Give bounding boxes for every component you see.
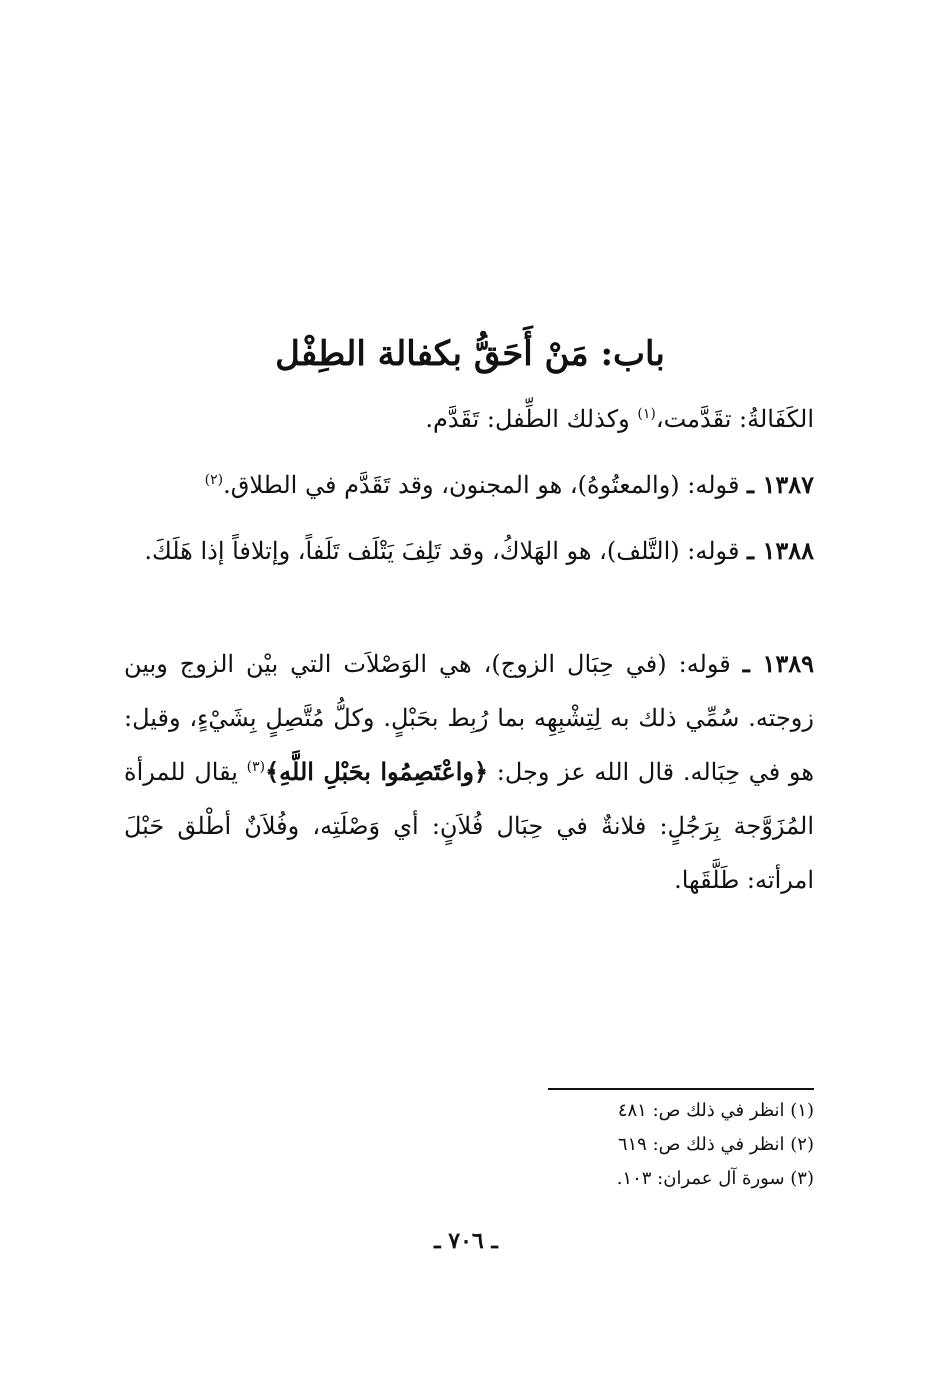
paragraph-text: قوله: (والمعتُوهُ)، هو المجنون، وقد تَقَدَّم في الطلاق. xyxy=(223,471,748,499)
paragraph-text-after: يقال للمرأة المُزَوَّجة بِرَجُلٍ: فلانةٌ في حِبَال فُلاَنٍ: أي وَصْلَتِه، وفُلاَنٌ أطْلق حَبْلَ امرأته: طَلَّقَها. xyxy=(124,758,814,894)
footnote-2: (٢) انظر في ذلك ص: ٦١٩ xyxy=(617,1134,814,1155)
paragraph-text: قوله: (في حِبَال الزوج)، هي الوَصْلاَت التي بيْن الزوج وبين زوجته. سُمِّي ذلك به لِتِشْبِهِه بما رُبِط بحَبْلٍ. وكلُّ مُتَّصِلٍ بِشَيْءٍ، وقيل: هو في حِبَاله. قال الله عز وجل: xyxy=(124,650,814,786)
footnote-ref: (٢) xyxy=(204,472,224,488)
paragraph-1388 xyxy=(124,524,814,578)
footnote-divider xyxy=(548,1088,814,1090)
intro-paragraph xyxy=(124,392,814,446)
paragraph-text-after: وكذلك الطِّفل: تَقَدَّم. xyxy=(425,405,638,433)
paragraph-number: ١٣٨٧ ـ xyxy=(747,470,814,499)
footnote-ref: (١) xyxy=(637,406,656,422)
quran-quote: ﴿واعْتَصِمُوا بحَبْلِ اللَّهِ﴾ xyxy=(265,757,489,786)
paragraph-number: ١٣٨٨ ـ xyxy=(747,536,814,565)
footnote-1: (١) انظر في ذلك ص: ٤٨١ xyxy=(617,1100,814,1121)
paragraph-1387 xyxy=(124,458,814,512)
page-number: ـ ٧٠٦ ـ xyxy=(434,1228,498,1254)
paragraph-1389 xyxy=(124,637,814,907)
paragraph-text: الكَفَالةُ: تقَدَّمت، xyxy=(655,405,814,433)
paragraph-number: ١٣٨٩ ـ xyxy=(742,649,815,678)
chapter-title: باب: مَنْ أَحَقُّ بكفالة الطِفْل xyxy=(275,334,665,374)
footnote-3: (٣) سورة آل عمران: ١٠٣. xyxy=(616,1168,814,1189)
footnotes xyxy=(414,1094,814,1196)
paragraph-text: قوله: (التَّلف)، هو الهَلاكُ، وقد تَلِفَ يَتْلَف تَلَفاً، وإتلافاً إذا هَلَكَ. xyxy=(144,537,748,565)
footnote-ref: (٣) xyxy=(246,759,266,775)
